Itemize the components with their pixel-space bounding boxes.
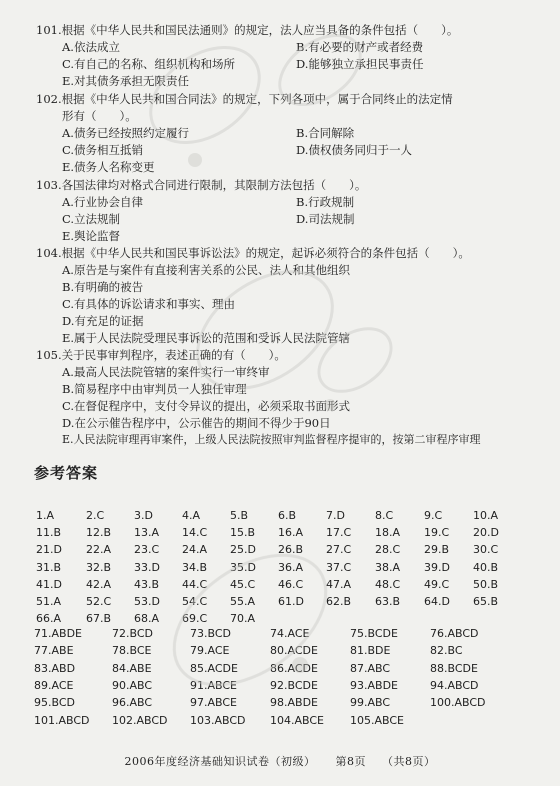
answer-item: 99.ABC xyxy=(350,696,391,710)
option-c: C.有自己的名称、组织机构和场所 xyxy=(62,57,236,71)
answer-item: 28.C xyxy=(375,543,401,557)
footer-page-number: 第8页 xyxy=(335,755,366,768)
answer-item: 20.D xyxy=(473,526,499,540)
answer-item: 87.ABC xyxy=(350,661,391,675)
option-c: C.在督促程序中，支付令异议的提出，必须采取书面形式 xyxy=(62,399,351,413)
answer-item: 48.C xyxy=(375,577,401,591)
answer-item: 93.ABDE xyxy=(350,678,398,692)
answer-item: 47.A xyxy=(326,577,352,591)
answer-item: 91.ABCE xyxy=(190,678,238,692)
answer-item: 22.A xyxy=(86,543,112,557)
answer-item: 95.BCD xyxy=(34,696,75,710)
option-e: E.债务人名称变更 xyxy=(62,160,155,174)
answer-item: 50.B xyxy=(473,577,499,591)
answer-item: 43.B xyxy=(134,577,160,591)
answer-item: 70.A xyxy=(230,612,256,626)
answer-item: 75.BCDE xyxy=(350,627,398,640)
answer-item: 37.C xyxy=(326,560,352,574)
option-e: E.属于人民法院受理民事诉讼的范围和受诉人民法院管辖 xyxy=(62,331,351,345)
question-stem: 103.各国法律均对格式合同进行限制，其限制方法包括（ ）。 xyxy=(36,178,367,192)
answer-item: 84.ABE xyxy=(112,661,152,675)
answer-item: 18.A xyxy=(375,526,401,540)
footer-total-pages: （共8页） xyxy=(382,755,436,768)
answer-item: 10.A xyxy=(473,509,499,522)
answer-item: 26.B xyxy=(278,543,304,557)
answer-item: 27.C xyxy=(326,543,352,557)
option-d: D.有充足的证据 xyxy=(62,314,144,328)
answer-item: 68.A xyxy=(134,612,160,626)
answer-item: 65.B xyxy=(473,595,499,608)
option-d: D.司法规制 xyxy=(296,212,355,226)
answer-item: 77.ABE xyxy=(34,644,74,658)
answer-item: 31.B xyxy=(36,560,62,574)
question-stem: 102.根据《中华人民共和国合同法》的规定，下列各项中，属于合同终止的法定情 xyxy=(36,92,453,106)
option-a: A.行业协会自律 xyxy=(62,195,143,209)
answer-item: 12.B xyxy=(86,526,112,540)
option-a: A.原告是与案件有直接利害关系的公民、法人和其他组织 xyxy=(62,263,350,277)
question-stem: 104.根据《中华人民共和国民事诉讼法》的规定，起诉必须符合的条件包括（ ）。 xyxy=(36,246,470,260)
option-b: B.行政规制 xyxy=(296,195,355,209)
answer-item: 67.B xyxy=(86,612,112,626)
answer-item: 6.B xyxy=(278,509,297,522)
answer-item: 96.ABC xyxy=(112,696,153,710)
answer-item: 54.C xyxy=(182,595,208,608)
answer-item: 85.ACDE xyxy=(190,661,238,675)
answer-item: 25.D xyxy=(230,543,256,557)
answer-item: 100.ABCD xyxy=(430,696,486,710)
answer-item: 51.A xyxy=(36,595,62,608)
answer-item: 11.B xyxy=(36,526,62,540)
option-d: D.能够独立承担民事责任 xyxy=(296,57,424,71)
answer-item: 69.C xyxy=(182,612,208,626)
answer-item: 24.A xyxy=(182,543,208,557)
option-c: C.债务相互抵销 xyxy=(62,143,144,157)
answer-item: 9.C xyxy=(424,509,443,522)
answer-item: 94.ABCD xyxy=(430,678,479,692)
answer-item: 64.D xyxy=(424,595,450,608)
option-d: D.债权债务同归于一人 xyxy=(296,143,412,157)
answer-item: 29.B xyxy=(424,543,450,557)
option-e: E.人民法院审理再审案件，上级人民法院按照审判监督程序提审的，按第二审程序审理 xyxy=(62,433,481,446)
answer-item: 86.ACDE xyxy=(270,661,318,675)
answer-item: 66.A xyxy=(36,612,62,626)
answer-item: 45.C xyxy=(230,577,256,591)
answer-item: 89.ACE xyxy=(34,678,74,692)
answer-item: 39.D xyxy=(424,560,450,574)
answer-item: 92.BCDE xyxy=(270,678,318,692)
answer-item: 46.C xyxy=(278,577,304,591)
answer-item: 62.B xyxy=(326,595,352,608)
answer-item: 13.A xyxy=(134,526,160,540)
answer-item: 76.ABCD xyxy=(430,627,479,640)
answer-item: 36.A xyxy=(278,560,304,574)
answer-item: 8.C xyxy=(375,509,394,522)
answer-item: 15.B xyxy=(230,526,256,540)
answer-item: 79.ACE xyxy=(190,644,230,658)
answer-item: 83.ABD xyxy=(34,661,76,675)
option-c: C.有具体的诉讼请求和事实、理由 xyxy=(62,297,236,311)
page-footer xyxy=(0,753,560,769)
option-b: B.简易程序中由审判员一人独任审理 xyxy=(62,382,247,396)
question-stem-continued: 形有（ ）。 xyxy=(62,109,137,123)
answer-item: 1.A xyxy=(36,509,55,522)
answer-item: 5.B xyxy=(230,509,249,522)
answer-item: 44.C xyxy=(182,577,208,591)
option-b: B.有明确的被告 xyxy=(62,280,144,294)
answer-item: 19.C xyxy=(424,526,450,540)
answer-item: 14.C xyxy=(182,526,208,540)
answer-item: 23.C xyxy=(134,543,160,557)
footer-title: 2006年度经济基础知识试卷（初级） xyxy=(124,755,316,768)
question-stem: 101.根据《中华人民共和国民法通则》的规定，法人应当具备的条件包括（ ）。 xyxy=(36,23,459,37)
answer-item: 30.C xyxy=(473,543,499,557)
option-e: E.舆论监督 xyxy=(62,229,121,243)
answer-item: 2.C xyxy=(86,509,105,522)
answer-item: 53.D xyxy=(134,595,160,608)
answer-item: 78.BCE xyxy=(112,644,152,658)
answer-item: 32.B xyxy=(86,560,112,574)
option-a: A.依法成立 xyxy=(62,40,120,54)
answer-item: 42.A xyxy=(86,577,112,591)
answer-item: 41.D xyxy=(36,577,62,591)
answer-item: 55.A xyxy=(230,595,256,608)
answer-item: 3.D xyxy=(134,509,153,522)
answer-item: 4.A xyxy=(182,509,201,522)
option-a: A.最高人民法院管辖的案件实行一审终审 xyxy=(62,365,270,379)
answer-item: 72.BCD xyxy=(112,627,153,640)
answer-item: 104.ABCE xyxy=(270,713,325,727)
option-b: B.合同解除 xyxy=(296,126,355,140)
answer-item: 101.ABCD xyxy=(34,713,90,727)
answer-item: 97.ABCE xyxy=(190,696,238,710)
option-a: A.债务已经按照约定履行 xyxy=(62,126,189,140)
answer-item: 82.BC xyxy=(430,644,463,658)
answer-item: 103.ABCD xyxy=(190,713,246,727)
option-b: B.有必要的财产或者经费 xyxy=(296,40,424,54)
answer-item: 71.ABDE xyxy=(34,627,82,640)
answer-item: 38.A xyxy=(375,560,401,574)
answer-item: 61.D xyxy=(278,595,304,608)
answer-item: 80.ACDE xyxy=(270,644,318,658)
answer-item: 7.D xyxy=(326,509,345,522)
answer-item: 52.C xyxy=(86,595,112,608)
answer-item: 81.BDE xyxy=(350,644,391,658)
answer-item: 17.C xyxy=(326,526,352,540)
question-stem: 105.关于民事审判程序，表述正确的有（ ）。 xyxy=(36,348,286,362)
answer-item: 16.A xyxy=(278,526,304,540)
answer-item: 74.ACE xyxy=(270,627,310,640)
answer-item: 35.D xyxy=(230,560,256,574)
answer-item: 98.ABDE xyxy=(270,696,318,710)
answer-item: 33.D xyxy=(134,560,160,574)
answer-item: 105.ABCE xyxy=(350,713,405,727)
answer-item: 49.C xyxy=(424,577,450,591)
option-e: E.对其债务承担无限责任 xyxy=(62,74,190,88)
answer-item: 102.ABCD xyxy=(112,713,168,727)
answer-item: 40.B xyxy=(473,560,499,574)
answer-item: 88.BCDE xyxy=(430,661,478,675)
answer-item: 90.ABC xyxy=(112,678,153,692)
answer-item: 34.B xyxy=(182,560,208,574)
answers-title: 参考答案 xyxy=(34,464,99,482)
answer-item: 73.BCD xyxy=(190,627,231,640)
option-c: C.立法规制 xyxy=(62,212,121,226)
option-d: D.在公示催告程序中，公示催告的期间不得少于90日 xyxy=(62,416,331,430)
answer-item: 21.D xyxy=(36,543,62,557)
answer-item: 63.B xyxy=(375,595,401,608)
